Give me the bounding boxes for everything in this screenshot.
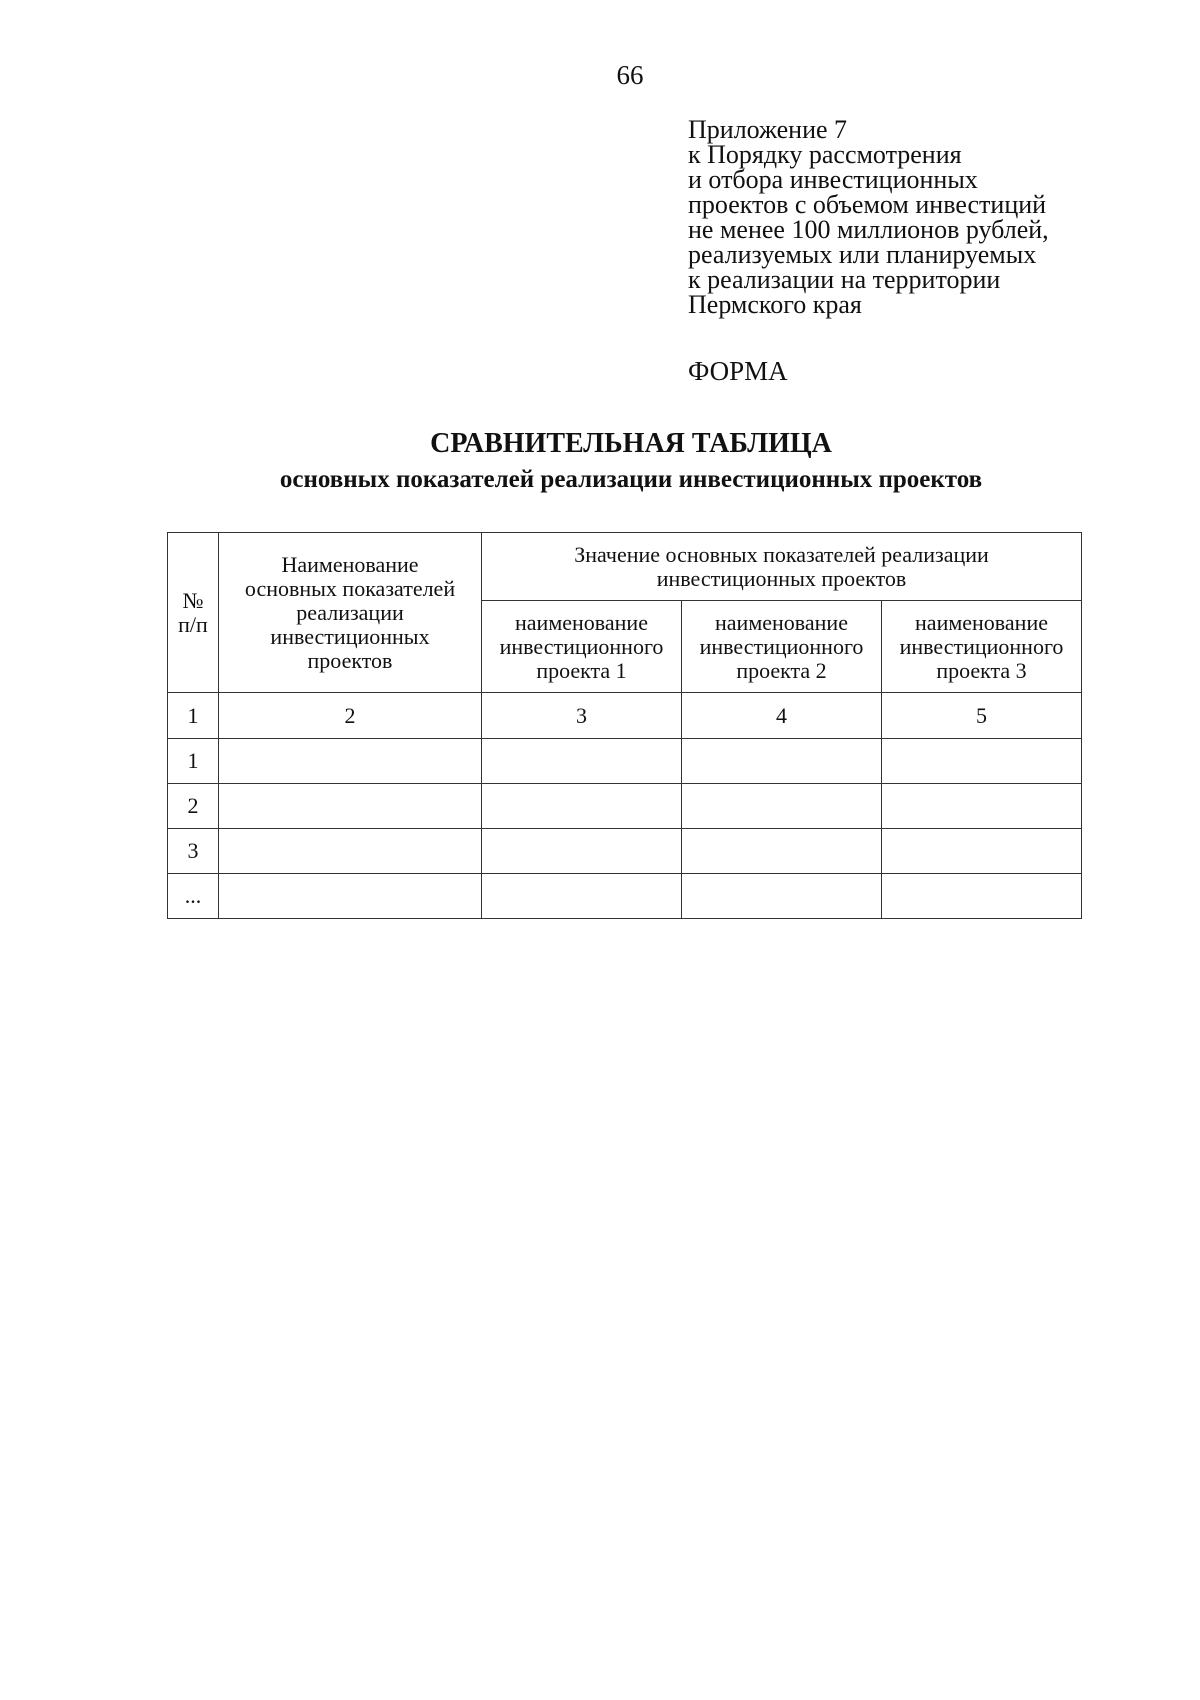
column-number: 3 [482,693,682,739]
header-line: наименование [515,609,648,635]
header-project-2 [682,601,882,693]
header-line: инвестиционных проектов [656,565,907,591]
header-line: основных показателей [244,575,456,601]
appendix-line: реализуемых или планируемых [688,240,1037,269]
header-line: реализации [296,599,404,625]
header-indicator-name [219,533,482,693]
page-number: 66 [616,60,644,90]
column-number: 5 [882,693,1082,739]
header-line: Значение основных показателей реализации [574,541,989,567]
row-number: ... [168,874,219,919]
table-cell [482,874,682,919]
table-row [168,829,1082,874]
appendix-line: проектов с объемом инвестиций [688,190,1047,219]
table-cell [219,874,482,919]
column-number: 4 [682,693,882,739]
table-header-row [168,533,1082,601]
header-num [168,533,219,693]
header-line: Наименование [281,551,419,577]
header-project-3 [882,601,1082,693]
row-number: 2 [168,784,219,829]
appendix-line: к Порядку рассмотрения [688,140,962,169]
table-row [168,739,1082,784]
table-cell [882,874,1082,919]
table-cell [682,874,882,919]
header-line: наименование [915,609,1048,635]
table-cell [682,829,882,874]
header-values-group [482,533,1082,601]
table-cell [882,829,1082,874]
table-row [168,874,1082,919]
row-number: 1 [168,739,219,784]
table-cell [882,784,1082,829]
appendix-header [688,117,1049,317]
appendix-line: Пермского края [688,290,862,319]
row-number: 3 [168,829,219,874]
header-line: инвестиционного [899,633,1064,659]
column-number: 2 [219,693,482,739]
table-cell [682,784,882,829]
column-number-row [168,693,1082,739]
header-line: инвестиционного [499,633,664,659]
header-line: инвестиционных [270,623,430,649]
comparison-table [167,532,1082,919]
header-num-line: п/п [178,611,208,637]
table-cell [482,829,682,874]
appendix-line: не менее 100 миллионов рублей, [688,215,1049,244]
appendix-line: к реализации на территории [688,265,1001,294]
appendix-line: и отбора инвестиционных [688,165,978,194]
appendix-line: Приложение 7 [688,115,848,144]
table-row [168,784,1082,829]
table-cell [219,829,482,874]
header-project-1 [482,601,682,693]
form-label: ФОРМА [688,356,788,386]
table-cell [682,739,882,784]
document-subtitle: основных показателей реализации инвестиционных проектов [279,466,983,493]
header-line: проекта 3 [936,657,1027,683]
document-title: СРАВНИТЕЛЬНАЯ ТАБЛИЦА [430,428,832,459]
header-line: наименование [715,609,848,635]
table-cell [219,739,482,784]
column-number: 1 [168,693,219,739]
table-cell [882,739,1082,784]
table-cell [482,784,682,829]
table-cell [482,739,682,784]
header-line: инвестиционного [699,633,864,659]
header-line: проекта 1 [536,657,627,683]
table-cell [219,784,482,829]
header-num-line: № [182,587,204,613]
header-line: проекта 2 [736,657,827,683]
header-line: проектов [307,647,393,673]
